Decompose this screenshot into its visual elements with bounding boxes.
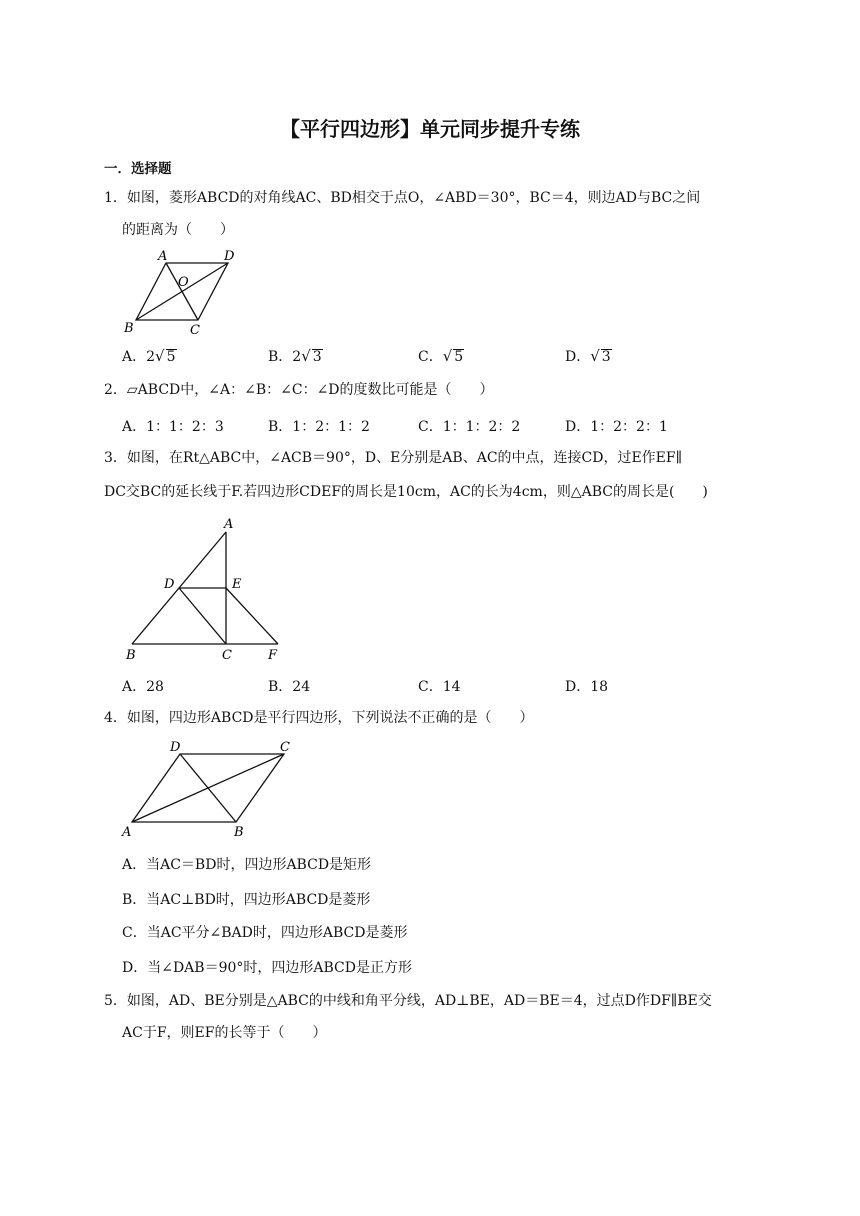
q1-text-line2: 的距离为（ ） xyxy=(122,222,234,238)
q4-option-a[interactable]: A．当AC＝BD时，四边形ABCD是矩形 xyxy=(122,857,372,873)
q3-option-a[interactable]: A．28 xyxy=(122,679,164,695)
q4-fig-label-b: B xyxy=(234,825,244,840)
q1-option-c[interactable]: C．√ 5 xyxy=(418,347,464,365)
q4-option-b[interactable]: B．当AC⊥BD时，四边形ABCD是菱形 xyxy=(122,892,371,908)
q1-fig-label-a: A xyxy=(158,249,168,264)
q1-fig-label-d: D xyxy=(224,249,235,264)
q3-fig-label-c: C xyxy=(222,648,232,663)
q4-fig-label-c: C xyxy=(280,740,290,755)
page-title: 【平行四边形】单元同步提升专练 xyxy=(280,117,580,141)
q1-fig-label-c: C xyxy=(190,323,200,338)
q4-fig-label-a: A xyxy=(122,825,132,840)
q4-figure-parallelogram xyxy=(118,736,304,840)
q1-option-a-radicand: 5 xyxy=(166,349,176,365)
q1-fig-label-b: B xyxy=(124,321,134,336)
q2-option-b[interactable]: B．1：2：1：2 xyxy=(268,419,370,435)
q5-text-line1: 5．如图，AD、BE分别是△ABC的中线和角平分线，AD⊥BE，AD＝BE＝4，过点D作DF∥BE交 xyxy=(104,993,712,1009)
q1-option-d-letter: D． xyxy=(565,349,591,365)
q3-fig-label-b: B xyxy=(126,648,136,663)
q2-option-c[interactable]: C．1：1：2：2 xyxy=(418,419,521,435)
q1-option-b-letter: B． xyxy=(268,349,293,365)
q4-fig-label-d: D xyxy=(170,740,181,755)
q2-option-d[interactable]: D．1：2：2：1 xyxy=(565,419,668,435)
q2-option-a[interactable]: A．1：1：2：3 xyxy=(122,419,224,435)
q1-option-a-coef: 2 xyxy=(146,349,156,365)
q1-fig-label-o: O xyxy=(178,275,189,290)
q4-option-c[interactable]: C．当AC平分∠BAD时，四边形ABCD是菱形 xyxy=(122,925,408,941)
q1-option-b-radicand: 3 xyxy=(312,349,322,365)
q3-fig-label-e: E xyxy=(232,577,242,592)
q1-option-d-radicand: 3 xyxy=(601,349,611,365)
q1-option-a[interactable]: A．2√ 5 xyxy=(122,347,176,365)
section-heading: 一．选择题 xyxy=(104,161,172,177)
q1-text-line1: 1．如图，菱形ABCD的对角线AC、BD相交于点O，∠ABD＝30°，BC＝4，则边AD与BC之间 xyxy=(104,190,701,206)
q1-option-c-letter: C． xyxy=(418,349,443,365)
q1-option-c-radicand: 5 xyxy=(454,349,464,365)
q3-option-d[interactable]: D．18 xyxy=(565,679,609,695)
q4-option-d[interactable]: D．当∠DAB＝90°时，四边形ABCD是正方形 xyxy=(122,960,412,976)
q2-text: 2．▱ABCD中，∠A：∠B：∠C：∠D的度数比可能是（ ） xyxy=(104,382,494,398)
q1-option-d[interactable]: D．√ 3 xyxy=(565,347,611,365)
q3-text-line1: 3．如图，在Rt△ABC中，∠ACB＝90°，D、E分别是AB、AC的中点，连接CD，过E作EF∥ xyxy=(104,450,683,466)
q3-option-b[interactable]: B．24 xyxy=(268,679,311,695)
q3-option-c[interactable]: C．14 xyxy=(418,679,461,695)
q3-fig-label-f: F xyxy=(268,648,278,663)
q3-fig-label-d: D xyxy=(164,577,175,592)
q5-text-line2: AC于F，则EF的长等于（ ） xyxy=(122,1025,327,1041)
q1-option-b[interactable]: B．2√ 3 xyxy=(268,347,322,365)
q3-figure-triangle xyxy=(118,512,296,664)
q1-figure-rhombus xyxy=(118,246,248,338)
q1-option-a-letter: A． xyxy=(122,349,147,365)
q3-text-line2: DC交BC的延长线于F.若四边形CDEF的周长是10cm，AC的长为4cm，则△ABC的周长是( ) xyxy=(104,484,708,500)
q1-option-b-coef: 2 xyxy=(292,349,302,365)
q3-fig-label-a: A xyxy=(224,517,234,532)
q4-text: 4．如图，四边形ABCD是平行四边形，下列说法不正确的是（ ） xyxy=(104,710,534,726)
